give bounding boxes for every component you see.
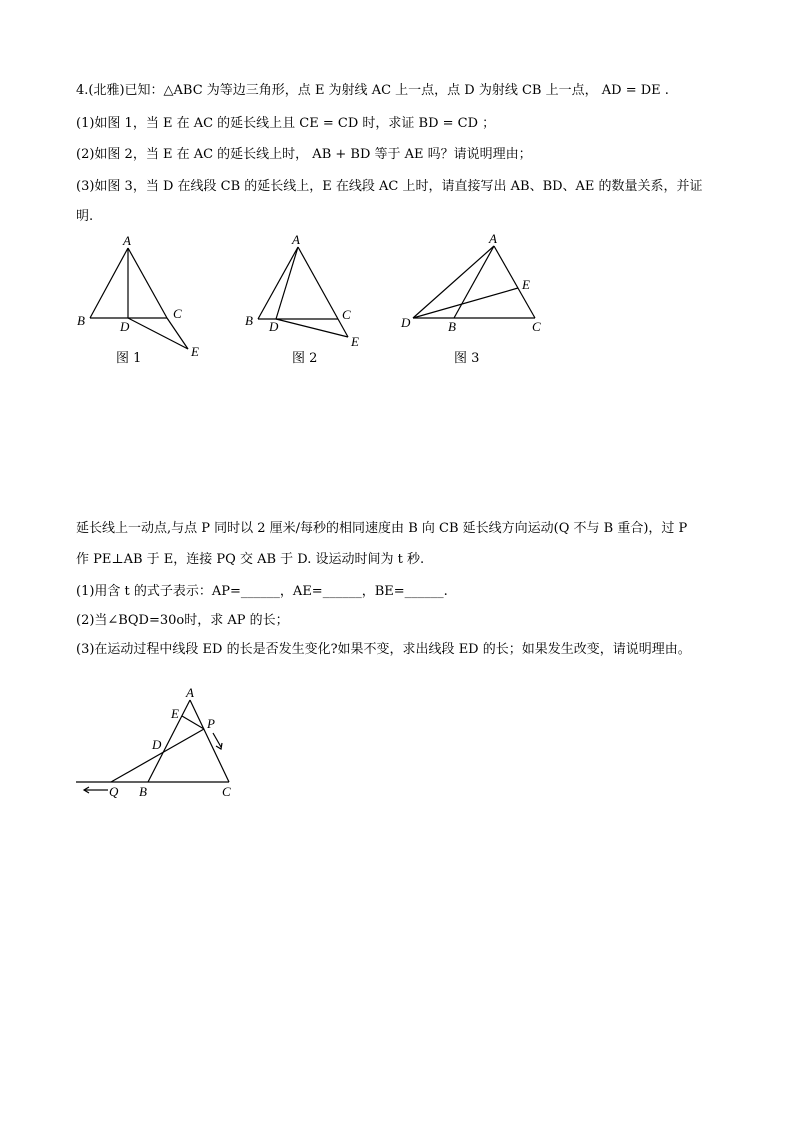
- fig4-label-q: Q: [109, 784, 119, 799]
- fig4-label-b: B: [139, 784, 147, 799]
- problem2-statement-continued: 作 PE⊥AB 于 E，连接 PQ 交 AB 于 D. 设运动时间为 t 秒.: [76, 552, 425, 567]
- figure-2-caption: 图 2: [292, 351, 318, 366]
- figure-4: [70, 680, 250, 805]
- fig1-label-c: C: [173, 306, 182, 321]
- fig4-label-a: A: [186, 685, 194, 700]
- fig4-label-p: P: [207, 716, 215, 731]
- fig4-label-e: E: [171, 706, 179, 721]
- problem2-part2: (2)当∠BQD=30o时，求 AP 的长；: [76, 613, 289, 628]
- problem2-statement: 延长线上一动点,与点 P 同时以 2 厘米/每秒的相同速度由 B 向 CB 延长线方向运动(Q 不与 B 重合)，过 P: [76, 521, 688, 536]
- problem2-part1: (1)用含 t 的式子表示：AP=______，AE=______，BE=______.: [76, 584, 448, 599]
- fig2-label-b: B: [245, 313, 253, 328]
- fig2-label-c: C: [342, 307, 351, 322]
- fig1-label-b: B: [77, 313, 85, 328]
- fig3-label-d: D: [401, 315, 411, 330]
- problem1-part3: (3)如图 3，当 D 在线段 CB 的延长线上，E 在线段 AC 上时，请直接写出 AB、BD、AE 的数量关系，并证: [76, 179, 703, 194]
- figure-3: [395, 228, 555, 338]
- problem1-statement: 4.(北雅)已知：△ABC 为等边三角形，点 E 为射线 AC 上一点，点 D 为射线 CB 上一点， AD = DE .: [76, 83, 669, 98]
- figure-3-caption: 图 3: [454, 351, 480, 366]
- problem1-part3-continued: 明.: [76, 209, 94, 224]
- figure-1-caption: 图 1: [116, 351, 142, 366]
- fig4-label-c: C: [222, 784, 231, 799]
- problem2-part3: (3)在运动过程中线段 ED 的长是否发生变化?如果不变，求出线段 ED 的长；如果发生改变，请说明理由。: [76, 642, 691, 657]
- fig1-label-a: A: [123, 233, 131, 248]
- fig2-label-e: E: [351, 334, 359, 349]
- problem1-part2: (2)如图 2，当 E 在 AC 的延长线上时， AB + BD 等于 AE 吗？请说明理由；: [76, 147, 532, 162]
- fig3-label-b: B: [448, 319, 456, 334]
- fig1-label-e: E: [191, 344, 199, 359]
- fig3-label-a: A: [489, 231, 497, 246]
- fig3-label-e: E: [522, 277, 530, 292]
- fig4-label-d: D: [152, 737, 162, 752]
- fig3-label-c: C: [532, 319, 541, 334]
- fig2-label-a: A: [292, 232, 300, 247]
- problem1-part1: (1)如图 1，当 E 在 AC 的延长线上且 CE = CD 时，求证 BD = CD ；: [76, 116, 496, 131]
- fig2-label-d: D: [269, 319, 279, 334]
- fig1-label-d: D: [120, 319, 130, 334]
- figure-2: [240, 228, 370, 358]
